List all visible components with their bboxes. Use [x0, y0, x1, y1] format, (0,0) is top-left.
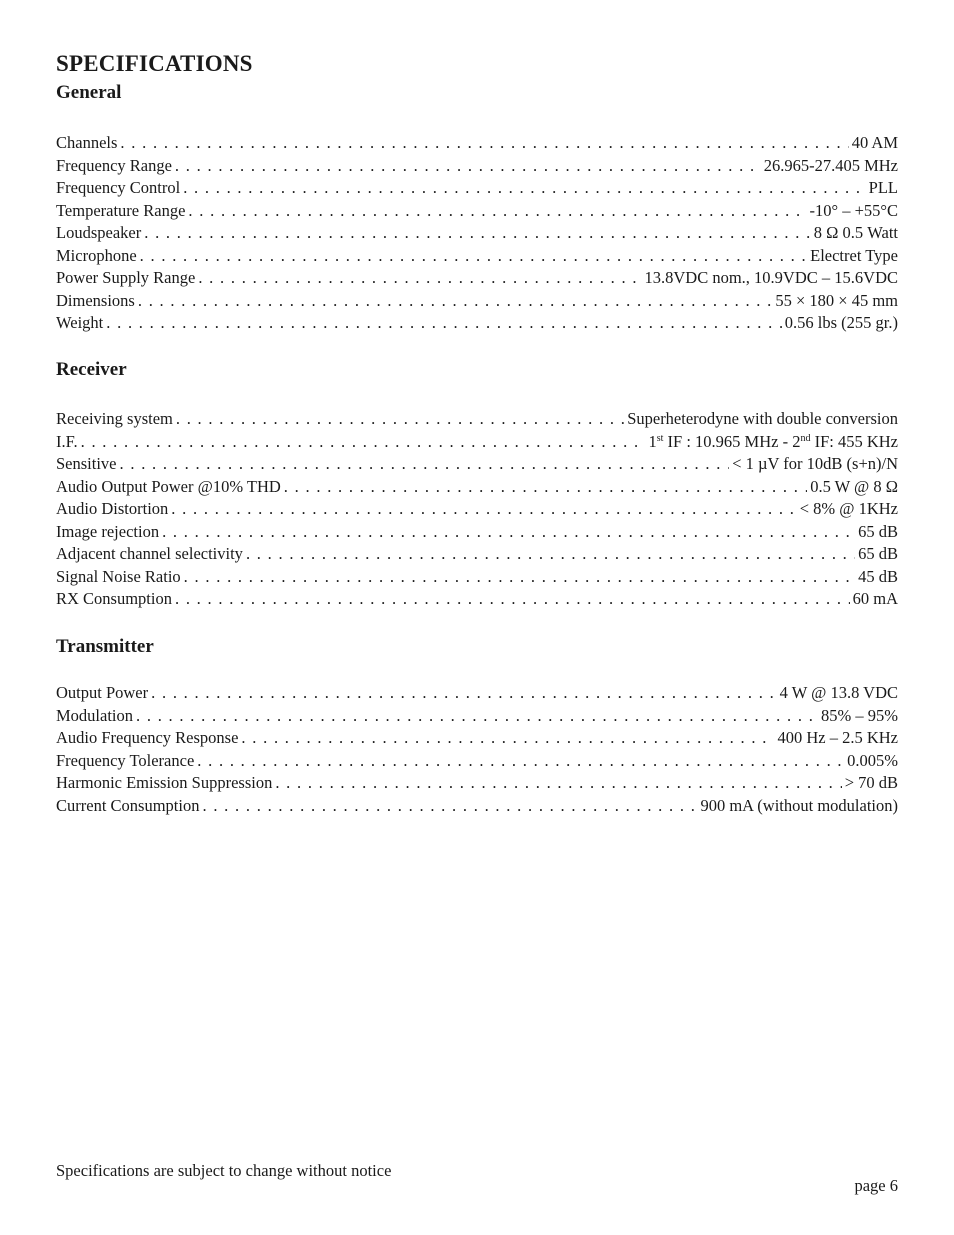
dot-leader — [184, 566, 855, 589]
spec-value: < 8% @ 1KHz — [799, 499, 898, 518]
if-superscript: nd — [800, 432, 811, 444]
spec-label: Power Supply Range — [56, 268, 196, 287]
dot-leader — [197, 750, 844, 773]
dot-leader — [120, 132, 848, 155]
spec-value: 65 dB — [858, 544, 898, 563]
spec-value: 0.56 lbs (255 gr.) — [784, 313, 898, 332]
spec-label: Output Power — [56, 683, 149, 702]
spec-row-microphone — [56, 245, 898, 268]
spec-value: 8 Ω 0.5 Watt — [813, 223, 898, 242]
dot-leader — [275, 772, 841, 795]
transmitter-heading: Transmitter — [56, 636, 154, 657]
spec-row-image-rejection — [56, 521, 898, 544]
dot-leader — [144, 222, 811, 245]
spec-label: Receiving system — [56, 409, 173, 428]
spec-row-harmonic-emission-suppression — [56, 772, 898, 795]
spec-value: 26.965-27.405 MHz — [763, 155, 898, 175]
receiver-heading: Receiver — [56, 359, 127, 380]
dot-leader — [202, 795, 697, 818]
dot-leader — [284, 476, 807, 499]
spec-label: Audio Frequency Response — [56, 728, 239, 747]
general-heading: General — [56, 82, 122, 103]
spec-value: 900 mA (without modulation) — [700, 795, 898, 815]
spec-label: I.F. — [56, 431, 78, 451]
spec-value: 13.8VDC nom., 10.9VDC – 15.6VDC — [644, 268, 898, 287]
if-value-part: 1 — [648, 431, 657, 451]
dot-leader — [188, 200, 806, 223]
spec-value: 60 mA — [852, 589, 898, 608]
spec-row-modulation — [56, 705, 898, 728]
dot-leader — [198, 267, 641, 290]
dot-leader — [241, 727, 774, 750]
dot-leader — [171, 498, 796, 521]
spec-row-adjacent-channel-selectivity — [56, 543, 898, 566]
spec-label: Microphone — [56, 245, 137, 265]
spec-label: Frequency Tolerance — [56, 750, 195, 770]
spec-row-weight — [56, 312, 898, 335]
spec-label: Channels — [56, 133, 118, 152]
spec-row-frequency-range — [56, 155, 898, 178]
if-value-part: IF : 10.965 MHz - 2 — [663, 431, 801, 451]
spec-label: Weight — [56, 313, 104, 332]
spec-row-audio-frequency-response — [56, 727, 898, 750]
dot-leader — [183, 177, 865, 200]
spec-label: Loudspeaker — [56, 223, 142, 242]
spec-row-dimensions — [56, 290, 898, 313]
dot-leader — [136, 705, 818, 728]
spec-row-audio-distortion — [56, 498, 898, 521]
spec-row-output-power — [56, 682, 898, 705]
dot-leader — [140, 245, 807, 268]
general-spec-list — [56, 132, 898, 335]
dot-leader — [151, 682, 777, 705]
receiver-spec-list — [56, 408, 898, 611]
spec-row-rx-consumption — [56, 588, 898, 611]
dot-leader — [246, 543, 855, 566]
if-value-part: IF: 455 KHz — [810, 431, 898, 451]
spec-value: 0.005% — [847, 750, 898, 770]
spec-label: Adjacent channel selectivity — [56, 544, 243, 563]
spec-row-signal-noise-ratio — [56, 566, 898, 589]
transmitter-spec-list — [56, 682, 898, 817]
spec-value: 85% – 95% — [821, 705, 898, 725]
spec-value: 40 AM — [851, 133, 898, 152]
spec-value: > 70 dB — [844, 773, 898, 792]
spec-row-if — [56, 431, 898, 454]
footer-note: Specifications are subject to change without notice — [56, 1161, 392, 1180]
spec-label: Harmonic Emission Suppression — [56, 773, 273, 792]
spec-value: 65 dB — [858, 521, 898, 541]
spec-row-temperature-range — [56, 200, 898, 223]
dot-leader — [138, 290, 773, 313]
dot-leader — [81, 431, 646, 454]
spec-row-frequency-tolerance — [56, 750, 898, 773]
spec-row-sensitive — [56, 453, 898, 476]
spec-row-power-supply-range — [56, 267, 898, 290]
spec-value: Electret Type — [810, 245, 898, 265]
spec-label: Frequency Control — [56, 178, 181, 197]
spec-label: RX Consumption — [56, 589, 172, 608]
spec-row-current-consumption — [56, 795, 898, 818]
dot-leader — [162, 521, 855, 544]
spec-row-receiving-system — [56, 408, 898, 431]
spec-value: -10° – +55°C — [809, 200, 898, 220]
spec-label: Image rejection — [56, 521, 160, 541]
spec-label: Sensitive — [56, 454, 117, 473]
spec-value: 45 dB — [858, 566, 898, 586]
spec-label: Audio Output Power @10% THD — [56, 476, 281, 496]
spec-row-frequency-control — [56, 177, 898, 200]
spec-value: 0.5 W @ 8 Ω — [810, 476, 898, 496]
spec-label: Signal Noise Ratio — [56, 566, 181, 586]
spec-label: Temperature Range — [56, 200, 186, 220]
spec-label: Dimensions — [56, 290, 135, 310]
dot-leader — [175, 155, 761, 178]
dot-leader — [120, 453, 730, 476]
spec-label: Modulation — [56, 705, 133, 725]
dot-leader — [175, 588, 850, 611]
spec-value: Superheterodyne with double conversion — [627, 409, 898, 428]
spec-label: Audio Distortion — [56, 499, 169, 518]
page-number: page 6 — [854, 1176, 898, 1195]
spec-value: < 1 µV for 10dB (s+n)/N — [732, 454, 898, 473]
dot-leader — [106, 312, 782, 335]
spec-value: 4 W @ 13.8 VDC — [779, 683, 898, 702]
if-superscript: st — [656, 432, 664, 444]
page-title: SPECIFICATIONS — [56, 51, 253, 76]
spec-label: Current Consumption — [56, 795, 200, 815]
dot-leader — [176, 408, 624, 431]
spec-row-audio-output-power — [56, 476, 898, 499]
spec-value — [648, 431, 898, 454]
spec-value: 400 Hz – 2.5 KHz — [777, 728, 898, 747]
spec-label: Frequency Range — [56, 155, 172, 175]
spec-row-loudspeaker — [56, 222, 898, 245]
spec-value: 55 × 180 × 45 mm — [775, 290, 898, 310]
spec-value: PLL — [868, 178, 898, 197]
spec-row-channels — [56, 132, 898, 155]
